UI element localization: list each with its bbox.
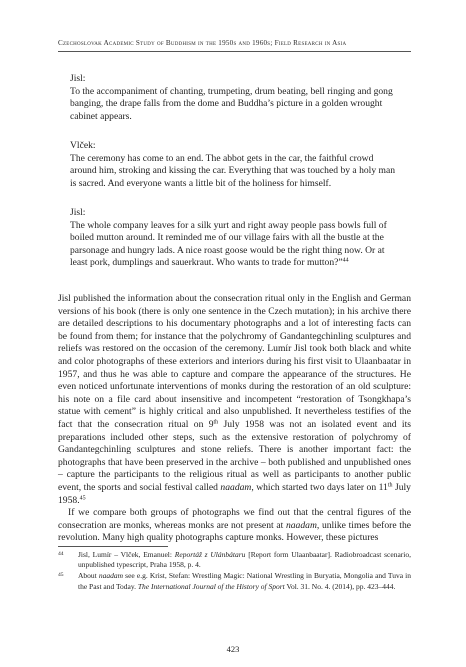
page-number: 423 — [226, 644, 240, 654]
quote-line: parsonage and hungry lads. A nice roast goose would be the right thing now. Or at — [70, 244, 385, 256]
footnote-text: [Report form Ulaanbaatar]. Radiobroadcast scenario, unpublished typescript, Praha 1958, p. 4. — [78, 550, 411, 570]
paragraph-text: If we compare both groups of photographs we find out that the central figures of the consecration are monks, whereas monks are not present at — [58, 507, 411, 531]
paragraph — [58, 293, 411, 507]
paragraph — [58, 507, 411, 545]
footnote-italic: naadam — [98, 571, 124, 581]
footnote-rule — [58, 546, 168, 547]
footnote-number: 45 — [58, 572, 64, 579]
quote-line: To the accompaniment of chanting, trumpeting, drum beating, bell ringing and gong — [70, 85, 393, 97]
paragraph-text: July 1958 was not an isolated event and its preparations included other steps, such as the extensive restoration of polychromy of Gandantegchinling sculptures and stone reliefs. There is another important fact: the photographs that have been preserved in the archive – both published and unpublished ones – capture the participants to the religious ritual as well as participants to another public event, the sports and social festival called — [58, 418, 411, 493]
footnote-text: About — [78, 571, 99, 581]
italic-term: naadam — [285, 519, 317, 531]
quote-line: The whole company leaves for a silk yurt and right away people pass bowls full of — [70, 219, 387, 231]
italic-term: naadam — [220, 481, 252, 493]
footnotes — [58, 550, 411, 593]
quote-line-text: least pork, dumplings and sauerkraut. Who wants to trade for mutton?” — [70, 257, 343, 269]
quote-line: banging, the drape falls from the dome and Buddha’s picture in a golden wrought — [70, 98, 383, 110]
footnote-italic: The International Journal of the History of Sport — [137, 581, 285, 591]
quote-block-1 — [70, 73, 407, 123]
quote-line: boiled mutton around. It reminded me of our village fairs with all the bustle at the — [70, 232, 384, 244]
quote-block-3 — [70, 207, 407, 270]
quote-speaker: Vlček: — [70, 140, 96, 151]
footnote-ref[interactable]: 45 — [79, 495, 86, 501]
quote-speaker: Jisl: — [70, 207, 86, 218]
paragraph-text: July 1958. — [58, 481, 411, 506]
quote-line: around him, stroking and kissing the car. Everything that was touched by a holy man — [70, 165, 396, 177]
header-rule — [58, 51, 411, 52]
ordinal-suffix: th — [387, 482, 393, 489]
running-header: Czechoslovak Academic Study of Buddhism in the 1950s and 1960s; Field Research in Asia — [58, 39, 347, 47]
footnote-text: Jisl, Lumír – Vlček, Emanuel: — [78, 550, 175, 559]
quote-line: The ceremony has come to an end. The abbot gets in the car, the faithful crowd — [70, 152, 374, 164]
quote-line — [70, 257, 407, 270]
paragraph-text: Jisl published the information about the consecration ritual only in the English and German versions of his book (there is only one sentence in the Czech mutation); in his archive there are detailed descriptions to his documentary photographs and a lot of interesting facts can be found from them; for instance that the polychromy of Gandantegchinling sculptures and reliefs was restored on the occasion of the ceremony. Lumír Jisl took both black and white and color photographs of these exteriors and interiors during his first visit to Ulaanbaatar in 1957, and thus he was able to capture and compare the appearance of the structures. He even noticed unfortunate interventions of monks during the restoration of an old sculpture: his note on a file card about insensitive and incompetent “restoration of Tsongkhapa’s statue with cement” is highly critical and also unpublished. It nevertheless testifies of the fact that the consecration ritual on 9 — [58, 293, 411, 430]
quote-speaker: Jisl: — [70, 73, 86, 84]
body-text — [58, 293, 411, 545]
quote-block-2 — [70, 140, 407, 190]
quote-line: is sacred. And everyone wants a little bit of the holiness for himself. — [70, 177, 332, 189]
quote-line: cabinet appears. — [70, 110, 132, 122]
footnote-text: see e.g. Krist, Stefan: Wrestling Magic: National Wrestling in Buryatia, Mongolia and Tuva in the Past and Today. — [78, 571, 411, 591]
ordinal-suffix: th — [213, 419, 219, 426]
footnote-text: Vol. 31. No. 4. (2014), pp. 423–444. — [284, 581, 396, 591]
paragraph-text: , which started two days later on 11 — [251, 481, 388, 493]
footnote-italic: Reportáž z Ulánbátaru — [174, 550, 246, 559]
footnote-number: 44 — [58, 551, 64, 557]
footnote-45 — [58, 571, 411, 592]
paragraph-text: , unlike times before the revolution. Many high quality photographs capture monks. However, these pictures — [58, 519, 411, 544]
footnote-ref[interactable]: 44 — [342, 257, 349, 264]
footnote-44 — [58, 550, 411, 571]
